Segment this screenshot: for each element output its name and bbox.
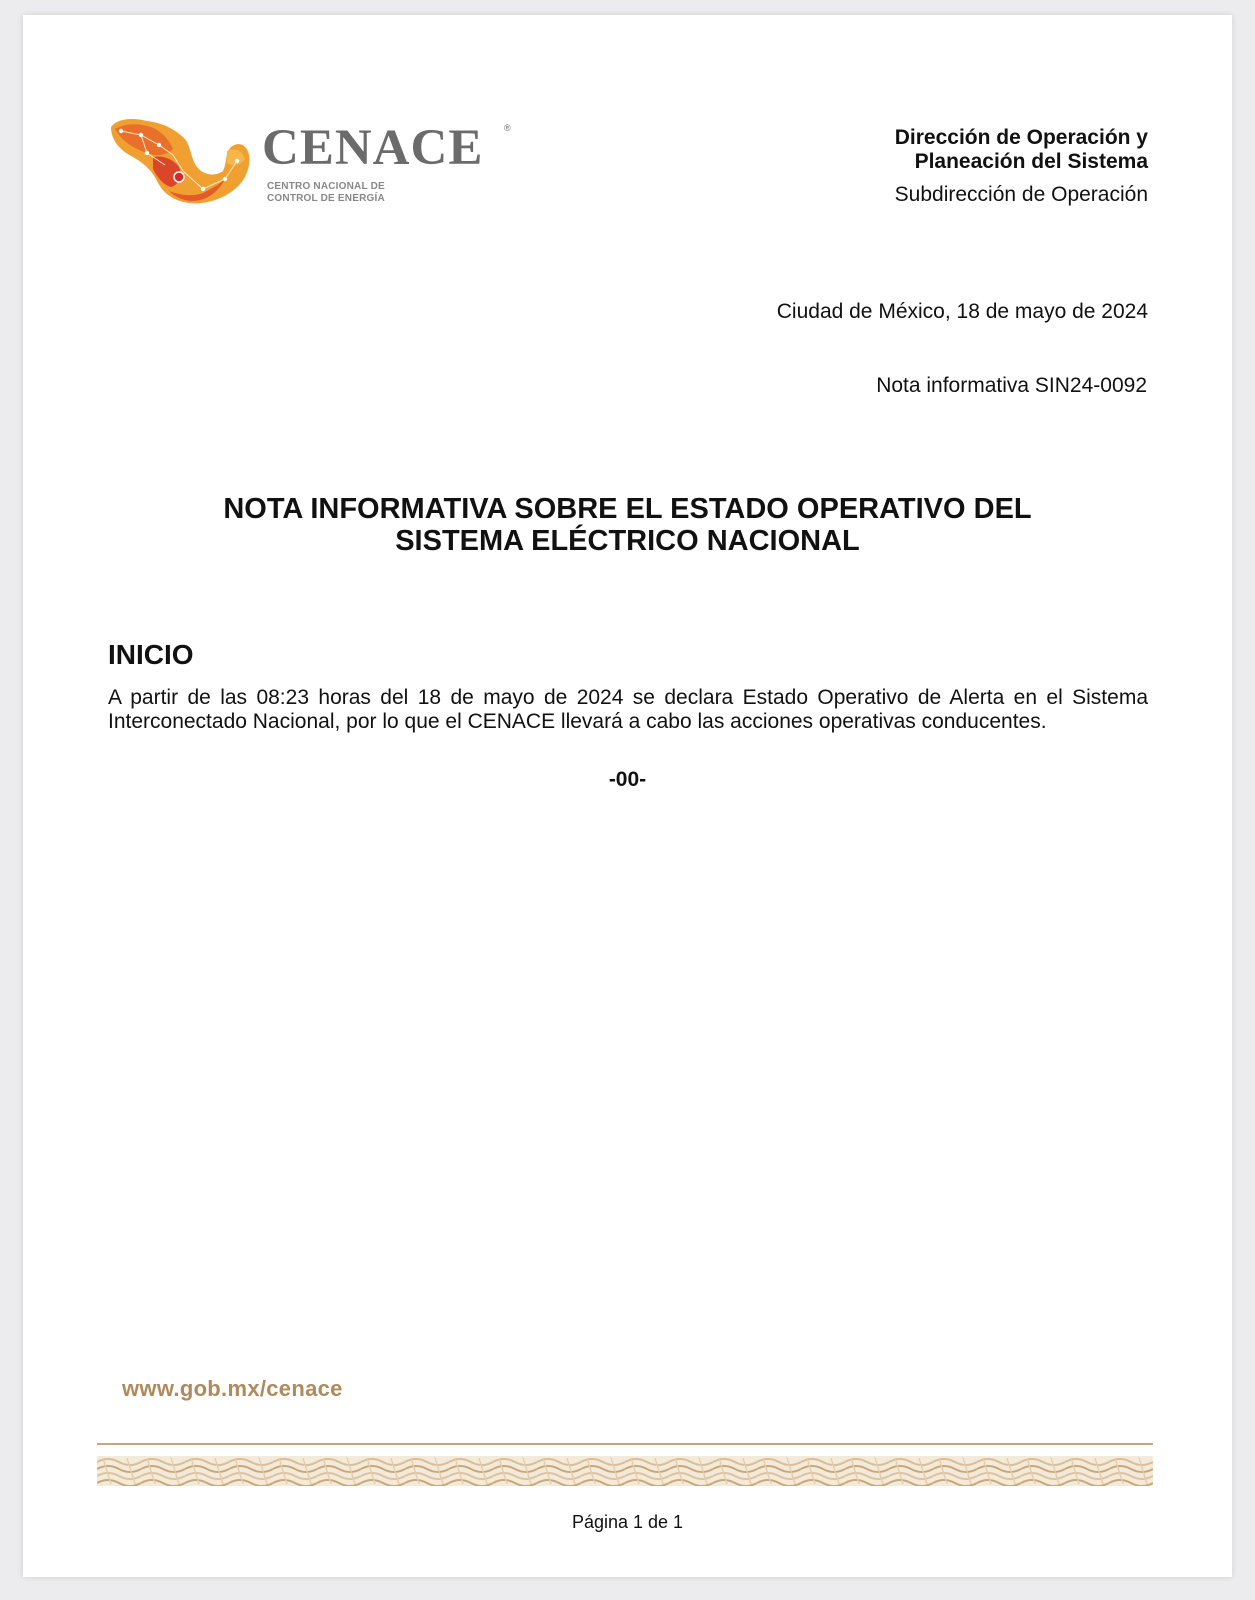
- title-line1: NOTA INFORMATIVA SOBRE EL ESTADO OPERATIVO DEL: [223, 493, 1032, 525]
- subdirection: Subdirección de Operación: [894, 183, 1148, 206]
- document-page: [23, 15, 1232, 1577]
- page-number: Página 1 de 1: [571, 1512, 684, 1532]
- logo-tagline-line1: CENTRO NACIONAL DE: [267, 181, 385, 192]
- title-line2: SISTEMA ELÉCTRICO NACIONAL: [395, 525, 860, 557]
- document-title: [23, 493, 1232, 557]
- decorative-pattern-band: [97, 1456, 1153, 1486]
- place-date: Ciudad de México, 18 de mayo de 2024: [776, 300, 1148, 323]
- direction-line1: Dirección de Operación y: [894, 126, 1148, 149]
- issuer-block: [895, 126, 1148, 208]
- logo-tagline: [267, 181, 385, 205]
- footer-url: www.gob.mx/cenace: [122, 1376, 343, 1401]
- logo-tagline-line2: CONTROL DE ENERGÍA: [267, 193, 385, 204]
- cenace-logo: [107, 105, 511, 215]
- footer-divider: [97, 1443, 1153, 1445]
- body-paragraph: A partir de las 08:23 horas del 18 de mayo de 2024 se declara Estado Operativo de Alerta en el Sistema Interconectado Nacional, por lo que el CENACE llevará a cabo las acciones operativas conducentes.: [108, 686, 1148, 733]
- section-heading: INICIO: [108, 639, 194, 670]
- direction-line2: Planeación del Sistema: [914, 150, 1148, 173]
- logo-wordmark: CENACE: [262, 120, 484, 176]
- note-number: Nota informativa SIN24-0092: [876, 374, 1147, 397]
- mexico-map-logo-icon: [107, 105, 257, 215]
- end-mark: -00-: [608, 768, 647, 791]
- logo-registered-mark: ®: [504, 123, 511, 133]
